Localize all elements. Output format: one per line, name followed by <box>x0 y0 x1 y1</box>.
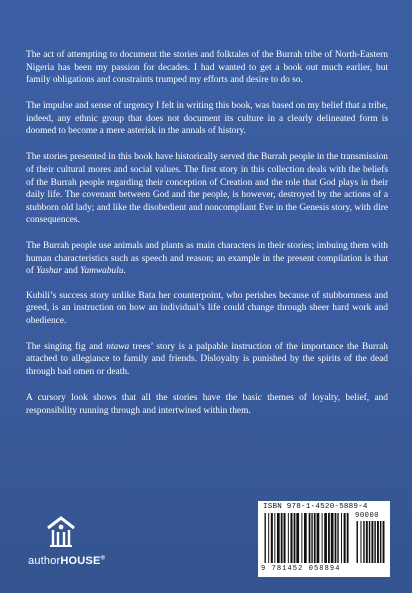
barcode-bar <box>284 513 286 563</box>
barcode-bar <box>288 513 289 563</box>
barcode-bar <box>377 521 379 563</box>
barcode-bar <box>290 513 292 563</box>
barcode-bar <box>328 513 330 563</box>
barcode-bar <box>369 521 370 563</box>
barcode-bar <box>363 521 364 563</box>
barcode-bar <box>274 513 275 563</box>
paragraph-4: The Burrah people use animals and plants as main characters in their stories; imbuing them with human characteristics such as speech and reason; an example in the present compilation is that of Yashar and Yamwabulu. <box>26 241 388 277</box>
ean-bars <box>264 513 350 563</box>
isbn-barcode <box>258 501 390 577</box>
publisher-logo <box>28 515 108 575</box>
barcode-bar <box>337 513 338 563</box>
barcode-bar <box>357 521 358 563</box>
barcode-bar <box>380 521 381 563</box>
paragraph-6: The singing fig and ntawa trees’ story is a palpable instruction of the importance the Burrah attached to allegiance to family and friends. Disloyalty is punished by the spirits of the dead through bad omen or death. <box>26 341 388 378</box>
barcode-bar <box>347 513 349 563</box>
barcode-bar <box>314 513 316 563</box>
barcode-bar <box>296 513 299 563</box>
paragraph-5: Kubili’s success story unlike Bata her counterpoint, who perishes because of stubbornness and greed, is an instruction on how an individual’s life could change through sheer hard work and obedience. <box>26 290 388 326</box>
barcode-bar <box>331 513 334 563</box>
house-logo-icon <box>45 515 77 549</box>
paragraph-1: The act of attempting to document the stories and folktales of the Burrah tribe of North-Eastern Nigeria has been my passion for decades. I had wanted to get a book out much earlier, but family obligations and constraints trumped my efforts and desire to do so. <box>26 50 388 86</box>
tree-name-ntawa: ntawa <box>106 341 130 352</box>
barcode-bar <box>268 513 269 563</box>
story-title-yamwabulu: Yamwabulu <box>80 266 124 277</box>
barcode-bar <box>277 513 280 563</box>
barcode-bar <box>322 513 323 563</box>
publisher-name: authorHOUSE® <box>28 555 106 567</box>
paragraph-2: The impulse and sense of urgency I felt in writing this book, was based on my belief that a tribe, indeed, any ethnic group that does not document its culture in a clearly delineated form is doomed to become a mere asterisk in the annals of history. <box>26 101 388 137</box>
barcode-bar <box>304 513 307 563</box>
barcode-bar <box>311 513 312 563</box>
story-title-yashar: Yashar <box>36 266 62 277</box>
barcode-bar <box>383 521 385 563</box>
barcode-bar <box>271 513 273 563</box>
barcode-bar <box>344 513 346 563</box>
barcode-bar <box>265 513 266 563</box>
barcode-bar <box>335 513 337 563</box>
paragraph-3: The stories presented in this book have historically served the Burrah people in the transmission of their cultural mores and social values. The first story in this collection deals with the beliefs of the Burrah people regarding their conception of Creation and the role that God plays in their daily life. The covenant between God and the people, is however, destroyed by the actions of a stubborn old lady; and like the disobedient and noncompliant Eve in the Genesis story, with dire consequences. <box>26 152 388 226</box>
barcode-bar <box>371 521 373 563</box>
price-addon-number: 90000 <box>355 512 380 520</box>
barcode-bar <box>324 513 327 563</box>
barcode-bar <box>366 521 368 563</box>
barcode-bar <box>294 513 296 563</box>
barcode-bar <box>309 513 311 563</box>
barcode-bar <box>341 513 342 563</box>
barcode-bar <box>374 521 375 563</box>
barcode-bar <box>281 513 283 563</box>
barcode-bar <box>301 513 302 563</box>
addon-bars <box>356 521 386 563</box>
blurb-text <box>26 49 388 431</box>
isbn-label: ISBN 978-1-4520-5889-4 <box>263 503 368 511</box>
barcode-bar <box>317 513 320 563</box>
paragraph-7: A cursory look shows that all the stories have the basic themes of loyalty, belief, and responsibility running through and intertwined within them. <box>26 393 388 416</box>
ean-number: 9 781452 058894 <box>261 565 341 573</box>
barcode-bar <box>360 521 361 563</box>
